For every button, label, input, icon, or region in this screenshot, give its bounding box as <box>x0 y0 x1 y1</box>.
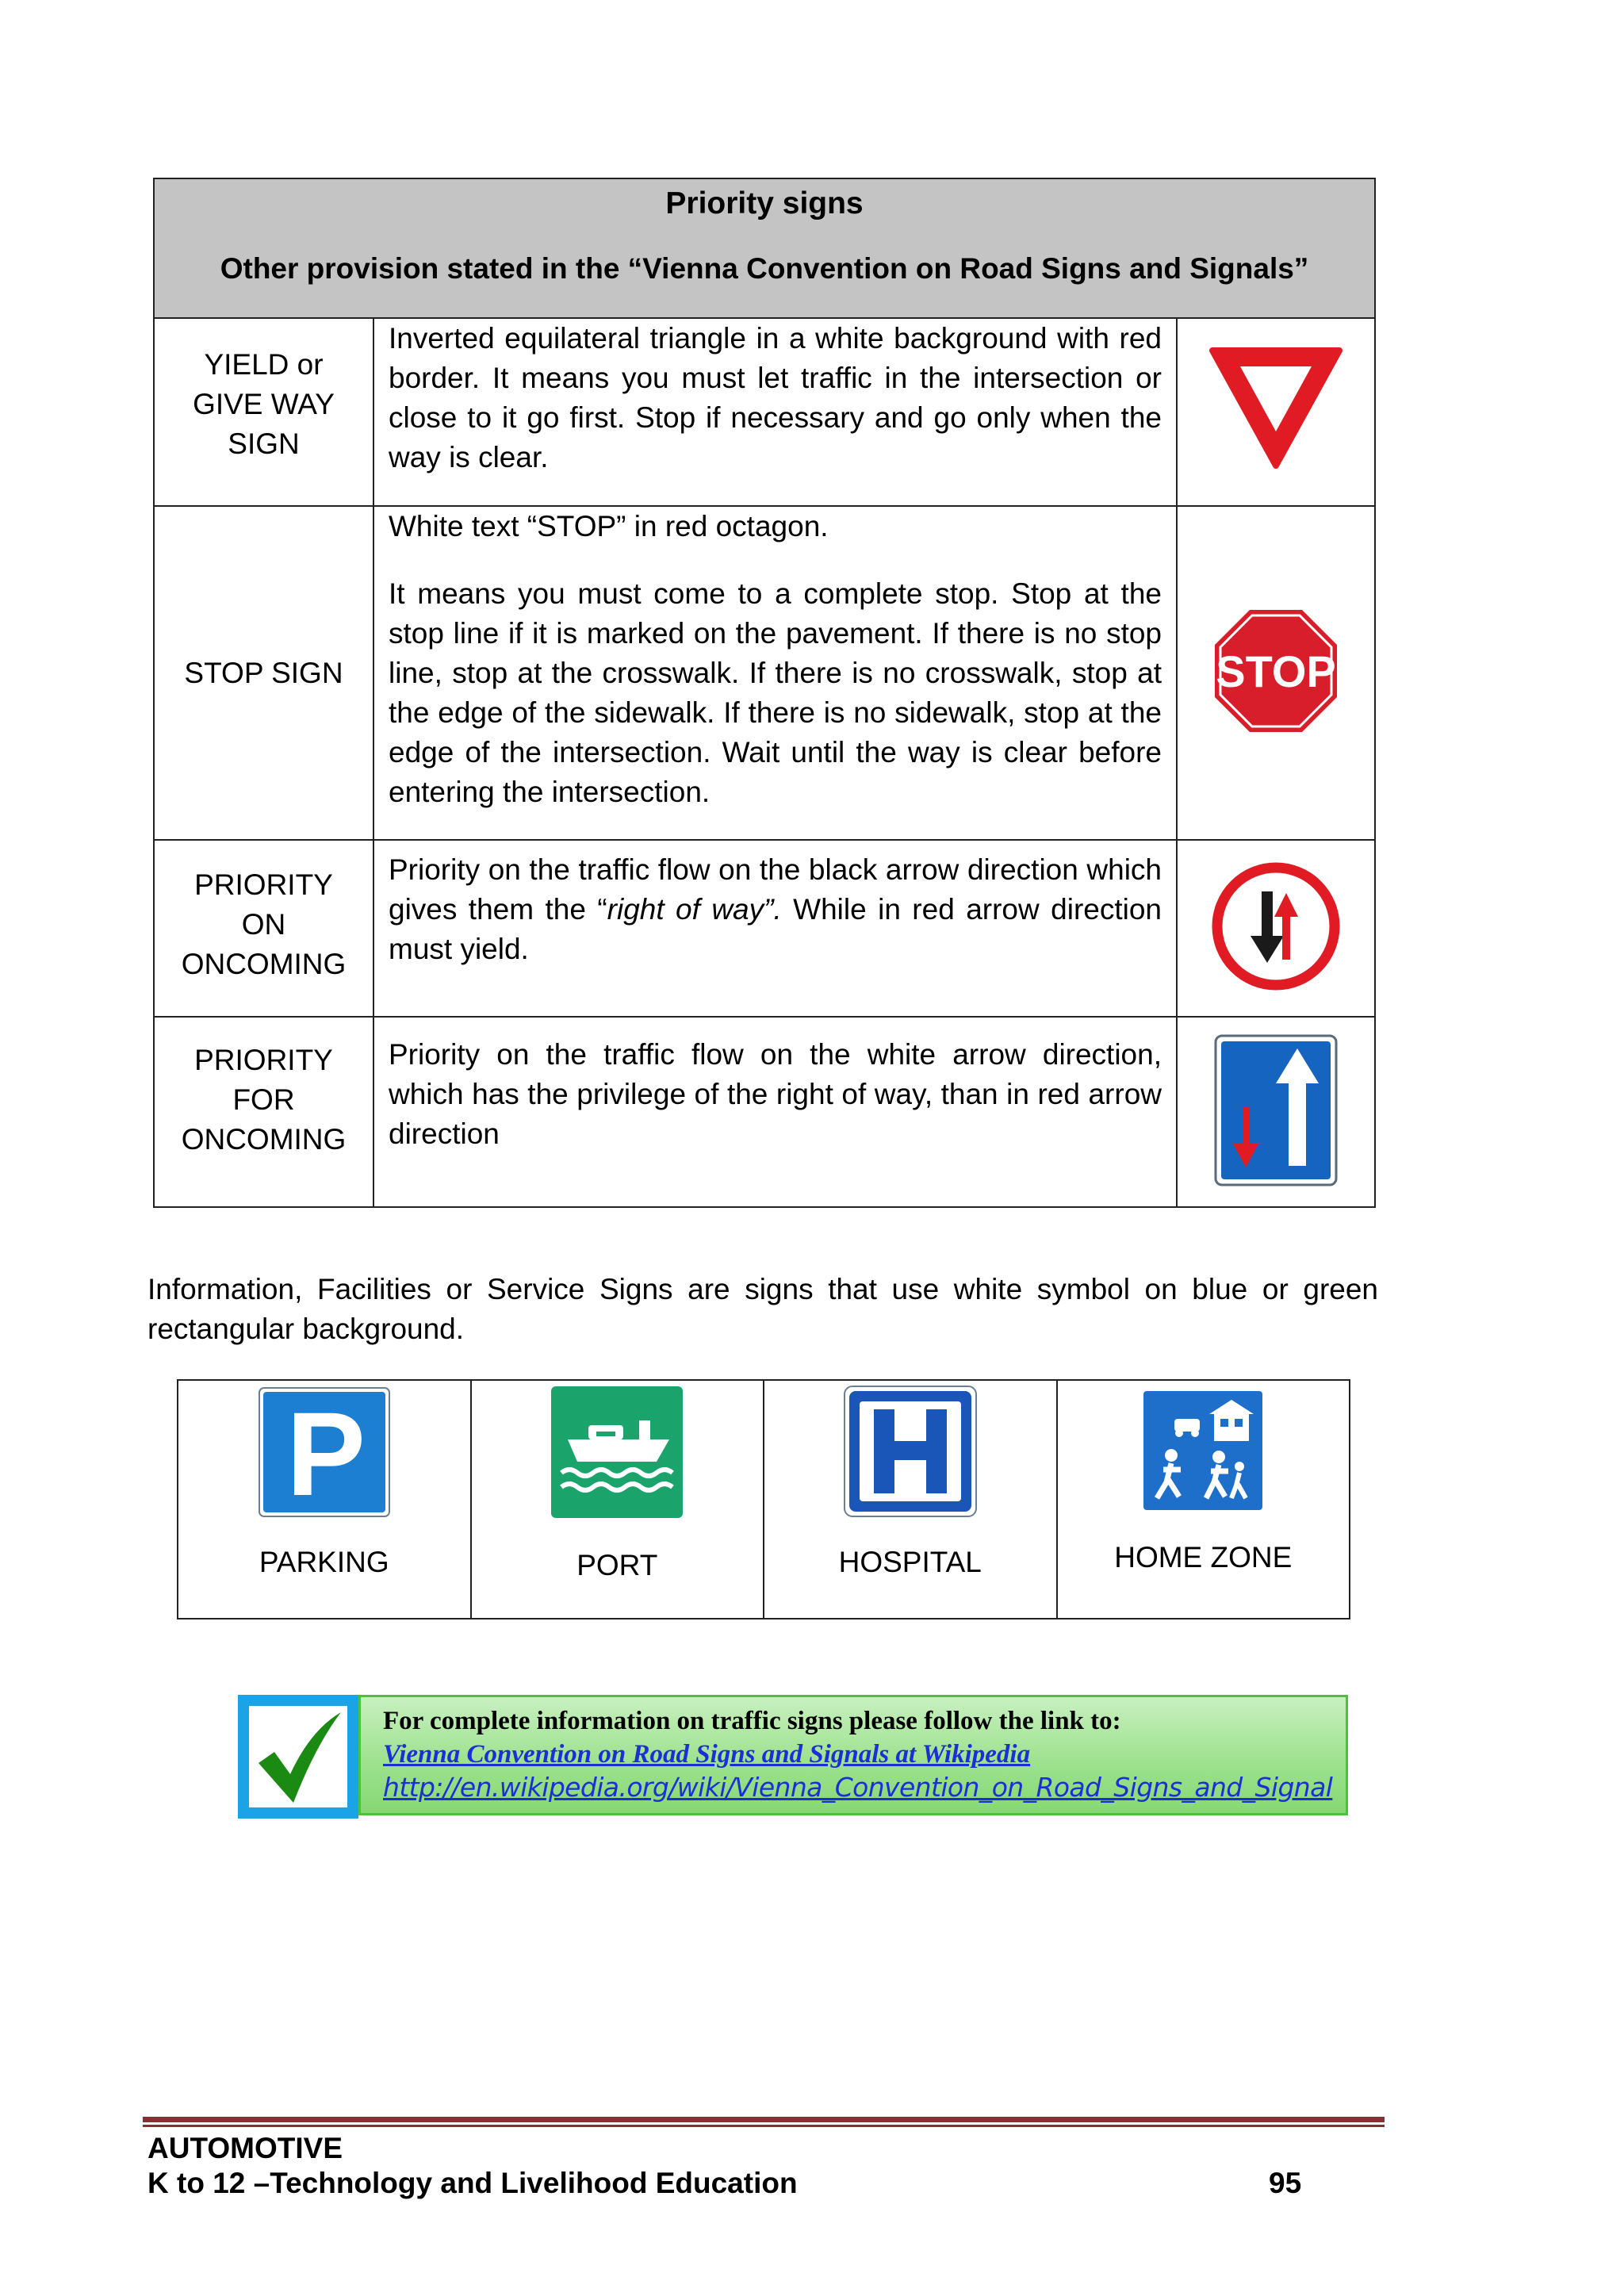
priority-signs-table <box>153 178 1376 1208</box>
service-sign-label: PARKING <box>259 1546 389 1578</box>
priority-table-title: Priority signs <box>665 186 864 220</box>
sign-name-cell <box>154 840 373 1017</box>
sign-description-cell <box>373 318 1177 506</box>
table-row <box>154 506 1375 840</box>
checkmark-icon <box>249 1706 347 1807</box>
priority-oncoming-sign-icon <box>1211 861 1341 991</box>
hospital-sign-icon <box>844 1386 977 1517</box>
description-emphasis: right of way”. <box>607 893 782 926</box>
sign-description-cell <box>373 506 1177 840</box>
priority-for-oncoming-sign-icon <box>1214 1034 1338 1186</box>
home-zone-sign-icon <box>1143 1390 1263 1511</box>
sign-description-cell <box>373 840 1177 1017</box>
service-sign-label: HOME ZONE <box>1114 1541 1293 1573</box>
footer-subtitle: K to 12 –Technology and Livelihood Education <box>147 2167 798 2199</box>
description-text: While in red arrow direction must yield. <box>389 893 1162 965</box>
info-signs-paragraph: Information, Facilities or Service Signs are signs that use white symbol on blue or green rectangular background. <box>147 1273 1378 1345</box>
sign-description-cell <box>373 1017 1177 1207</box>
parking-sign-letter: P <box>285 1387 366 1517</box>
table-row <box>154 318 1375 506</box>
sign-name: YIELD or GIVE WAY SIGN <box>193 347 335 460</box>
sign-name: PRIORITY ON ONCOMING <box>181 868 347 980</box>
sign-name-cell <box>154 318 373 506</box>
service-sign-label: PORT <box>576 1549 658 1581</box>
footer-rule <box>143 2117 1385 2122</box>
service-sign-cell <box>178 1380 471 1619</box>
sign-name-cell <box>154 506 373 840</box>
port-sign-icon <box>550 1386 684 1519</box>
service-sign-cell <box>764 1380 1057 1619</box>
wikipedia-link-url[interactable]: http://en.wikipedia.org/wiki/Vienna_Convention_on_Road_Signs_and_Signal <box>383 1772 1333 1803</box>
yield-sign-icon <box>1205 343 1347 477</box>
wikipedia-link-title[interactable]: Vienna Convention on Road Signs and Signals at Wikipedia <box>383 1740 1031 1769</box>
sign-description: It means you must come to a complete stop. Stop at the stop line if it is marked on the pavement. If there is no stop line, stop at the crosswalk. If there is no crosswalk, stop at the edge of the sidewalk. If there is no sidewalk, stop at the edge of the intersection. Wait until the way is clear before entering the intersection. <box>389 577 1162 808</box>
service-sign-cell <box>471 1380 764 1619</box>
sign-name: STOP SIGN <box>184 656 343 689</box>
sign-description: Inverted equilateral triangle in a white background with red border. It means you must let traffic in the intersection or close to it go first. Stop if necessary and go only when the way is clear. <box>389 322 1162 473</box>
sign-description-intro: White text “STOP” in red octagon. <box>389 510 829 542</box>
stop-sign-icon <box>1212 608 1339 734</box>
checkmark-box <box>238 1695 358 1819</box>
parking-sign-icon <box>259 1387 390 1517</box>
sign-image-cell <box>1177 1017 1375 1207</box>
table-row <box>178 1380 1350 1619</box>
footer-title: AUTOMOTIVE <box>147 2132 343 2164</box>
sign-description <box>389 850 1162 969</box>
sign-image-cell <box>1177 506 1375 840</box>
sign-description: Priority on the traffic flow on the white arrow direction, which has the privilege of the right of way, than in red arrow direction <box>389 1038 1162 1150</box>
page-number: 95 <box>1269 2167 1302 2199</box>
link-info-box <box>358 1695 1348 1815</box>
service-signs-table <box>177 1379 1350 1619</box>
checkmark-frame <box>249 1706 347 1807</box>
description-text: Priority on the traffic flow on the black arrow direction which gives them the “ <box>389 853 1162 926</box>
sign-image-cell <box>1177 318 1375 506</box>
sign-name: PRIORITY FOR ONCOMING <box>181 1044 347 1156</box>
sign-name-cell <box>154 1017 373 1207</box>
table-row <box>154 840 1375 1017</box>
service-sign-cell <box>1057 1380 1350 1619</box>
priority-table-header <box>154 178 1375 318</box>
sign-image-cell <box>1177 840 1375 1017</box>
stop-sign-text: STOP <box>1216 646 1336 696</box>
table-row <box>154 1017 1375 1207</box>
priority-table-subtitle: Other provision stated in the “Vienna Convention on Road Signs and Signals” <box>220 252 1309 285</box>
link-intro-text: For complete information on traffic signs please follow the link to: <box>383 1707 1121 1735</box>
footer-rule-thin <box>143 2125 1385 2127</box>
service-sign-label: HOSPITAL <box>838 1546 982 1578</box>
